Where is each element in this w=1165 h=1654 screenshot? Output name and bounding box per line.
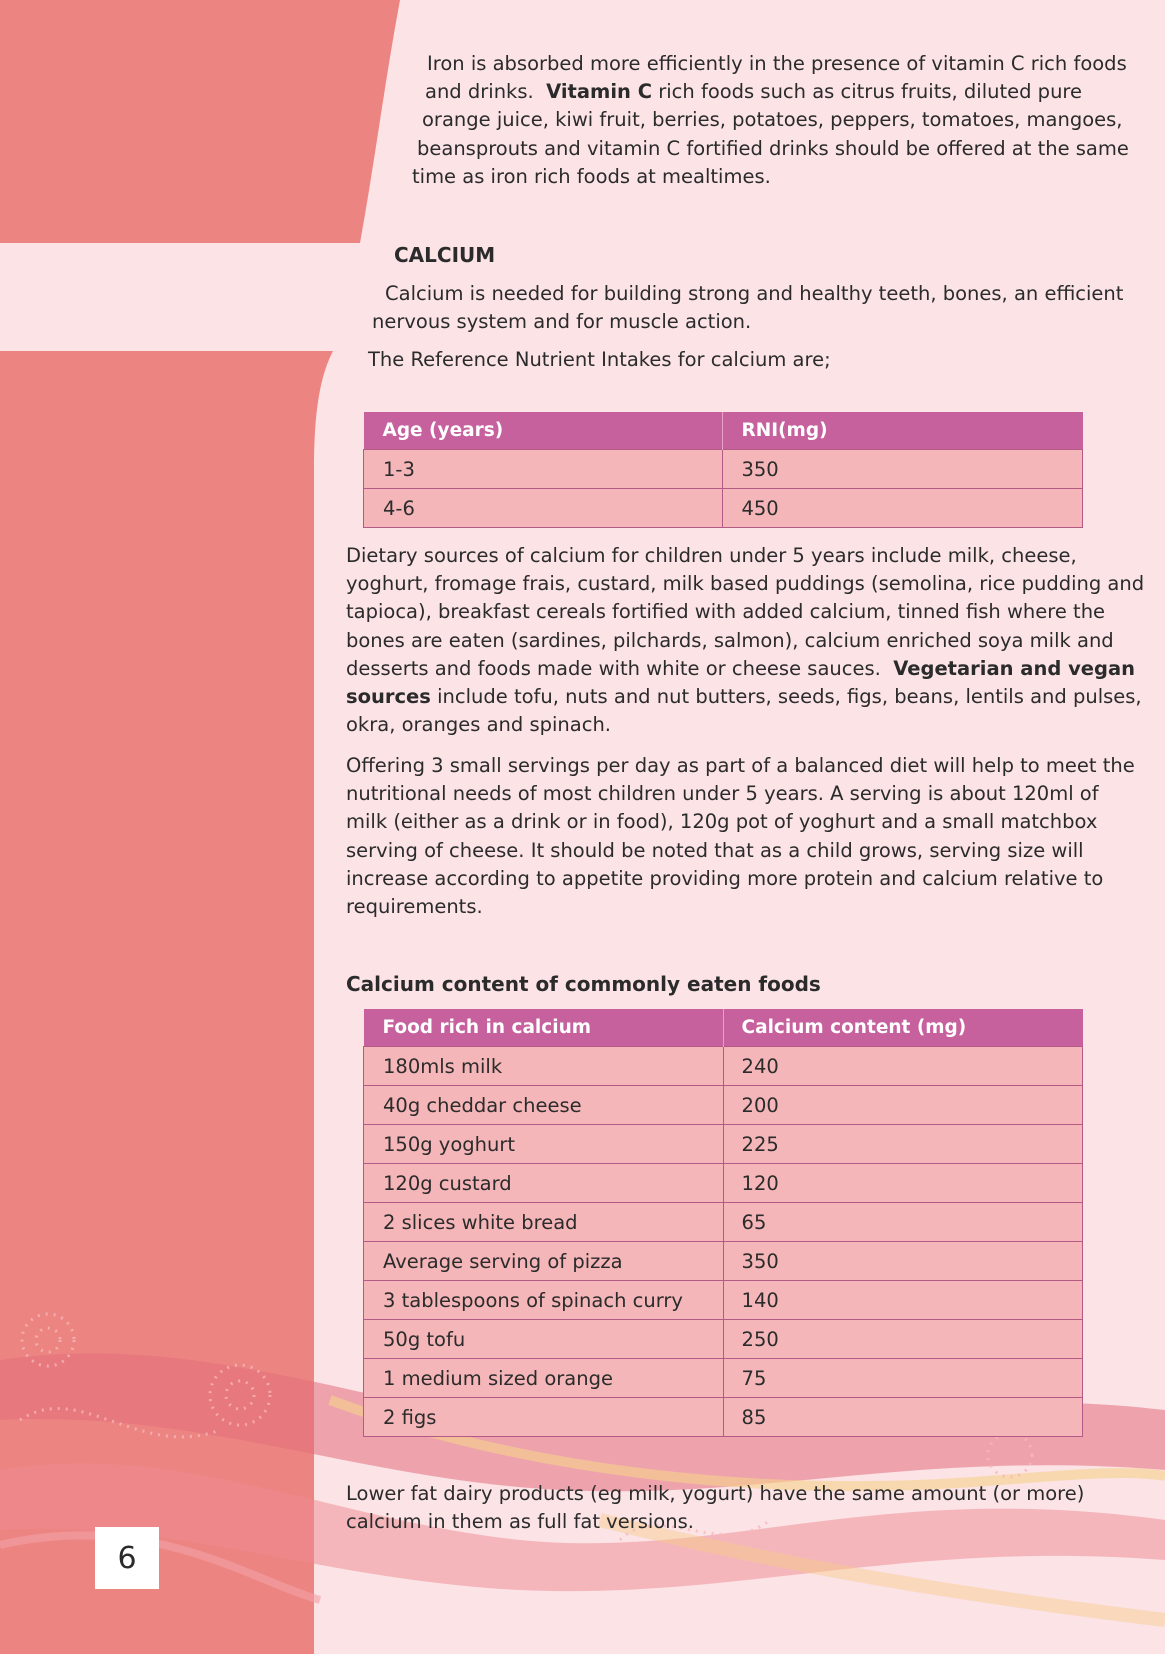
column-header-calcium: Calcium content (mg)	[723, 1009, 1082, 1047]
column-header-rni: RNI(mg)	[723, 412, 1083, 450]
text-line: time as iron rich foods at mealtimes.	[412, 164, 771, 188]
table-row	[364, 1242, 1083, 1281]
cell-food: 40g cheddar cheese	[364, 1086, 724, 1125]
table-header-row	[364, 412, 1083, 450]
text-line: Offering 3 small servings per day as part of a balanced diet will help to meet the	[346, 754, 1135, 777]
cell-calcium: 225	[723, 1125, 1082, 1164]
cell-calcium: 120	[723, 1164, 1082, 1203]
cell-calcium: 65	[723, 1203, 1082, 1242]
table-row	[364, 1203, 1083, 1242]
text-line: serving of cheese. It should be noted that as a child grows, serving size will	[346, 838, 1084, 862]
cell-food: Average serving of pizza	[364, 1242, 724, 1281]
cell-food: 120g custard	[364, 1164, 724, 1203]
text-line: Dietary sources of calcium for children under 5 years include milk, cheese,	[346, 544, 1077, 567]
cell-food: 3 tablespoons of spinach curry	[364, 1281, 724, 1320]
cell-rni: 450	[723, 489, 1083, 528]
cell-food: 180mls milk	[364, 1047, 724, 1086]
table-row	[364, 489, 1083, 528]
text-line: Lower fat dairy products (eg milk, yogurt) have the same amount (or more)	[346, 1482, 1085, 1505]
text-line: milk (either as a drink or in food), 120g pot of yoghurt and a small matchbox	[346, 810, 1098, 834]
cell-calcium: 200	[723, 1086, 1082, 1125]
calcium-description	[0, 280, 1165, 336]
text-line: beansprouts and vitamin C fortified drinks should be offered at the same	[417, 136, 1129, 160]
text-line: increase according to appetite providing more protein and calcium relative to	[346, 866, 1104, 890]
vitamin-c-emphasis: Vitamin C	[546, 80, 653, 104]
dietary-sources-paragraph	[346, 542, 1144, 739]
cell-food: 2 figs	[364, 1398, 724, 1437]
text-line: Calcium is needed for building strong and healthy teeth, bones, an efficient	[385, 282, 1124, 305]
foods-table-title: Calcium content of commonly eaten foods	[346, 972, 821, 996]
table-row	[364, 450, 1083, 489]
table-row	[364, 1359, 1083, 1398]
rni-table	[363, 412, 1083, 528]
column-header-age: Age (years)	[364, 412, 723, 450]
text-line: orange juice, kiwi fruit, berries, potatoes, peppers, tomatoes, mangoes,	[422, 108, 1123, 132]
text-line: and drinks. Vitamin C rich foods such as citrus fruits, diluted pure	[425, 80, 1083, 104]
table-row	[364, 1320, 1083, 1359]
servings-paragraph	[346, 752, 1135, 921]
text-line: desserts and foods made with white or cheese sauces. Vegetarian and vegan	[346, 656, 1136, 680]
vegetarian-emphasis: Vegetarian and vegan	[893, 656, 1136, 680]
table-row	[364, 1281, 1083, 1320]
cell-calcium: 75	[723, 1359, 1082, 1398]
iron-vitamin-c-paragraph	[0, 50, 1165, 191]
text-line: yoghurt, fromage frais, custard, milk based puddings (semolina, rice pudding and	[346, 572, 1145, 596]
text-line: calcium in them as full fat versions.	[346, 1510, 694, 1534]
cell-age: 1-3	[364, 450, 723, 489]
calcium-heading: CALCIUM	[394, 243, 496, 267]
cell-food: 50g tofu	[364, 1320, 724, 1359]
text-line: okra, oranges and spinach.	[346, 713, 612, 737]
page-number: 6	[95, 1527, 159, 1589]
left-sidebar-shape	[0, 351, 333, 1654]
cell-calcium: 240	[723, 1047, 1082, 1086]
cell-age: 4-6	[364, 489, 723, 528]
text-line: nervous system and for muscle action.	[372, 310, 752, 334]
cell-calcium: 85	[723, 1398, 1082, 1437]
table-row	[364, 1398, 1083, 1437]
lower-fat-dairy-note	[346, 1480, 1084, 1536]
table-row	[364, 1047, 1083, 1086]
cell-calcium: 350	[723, 1242, 1082, 1281]
table-header-row	[364, 1009, 1083, 1047]
rni-intro: The Reference Nutrient Intakes for calcium are;	[368, 348, 831, 371]
text-line: sources include tofu, nuts and nut butters, seeds, figs, beans, lentils and pulses,	[346, 685, 1142, 709]
cell-calcium: 140	[723, 1281, 1082, 1320]
text-line: requirements.	[346, 895, 483, 919]
calcium-foods-table	[363, 1009, 1083, 1437]
cell-calcium: 250	[723, 1320, 1082, 1359]
table-row	[364, 1164, 1083, 1203]
cell-food: 2 slices white bread	[364, 1203, 724, 1242]
table-row	[364, 1086, 1083, 1125]
cell-food: 150g yoghurt	[364, 1125, 724, 1164]
text-line: bones are eaten (sardines, pilchards, salmon), calcium enriched soya milk and	[346, 628, 1114, 652]
text-line: tapioca), breakfast cereals fortified with added calcium, tinned fish where the	[346, 600, 1106, 624]
table-row	[364, 1125, 1083, 1164]
text-line: Iron is absorbed more efficiently in the presence of vitamin C rich foods	[427, 52, 1127, 75]
text-line: nutritional needs of most children under 5 years. A serving is about 120ml of	[346, 782, 1099, 806]
sources-emphasis: sources	[346, 685, 431, 709]
column-header-food: Food rich in calcium	[364, 1009, 724, 1047]
cell-rni: 350	[723, 450, 1083, 489]
cell-food: 1 medium sized orange	[364, 1359, 724, 1398]
